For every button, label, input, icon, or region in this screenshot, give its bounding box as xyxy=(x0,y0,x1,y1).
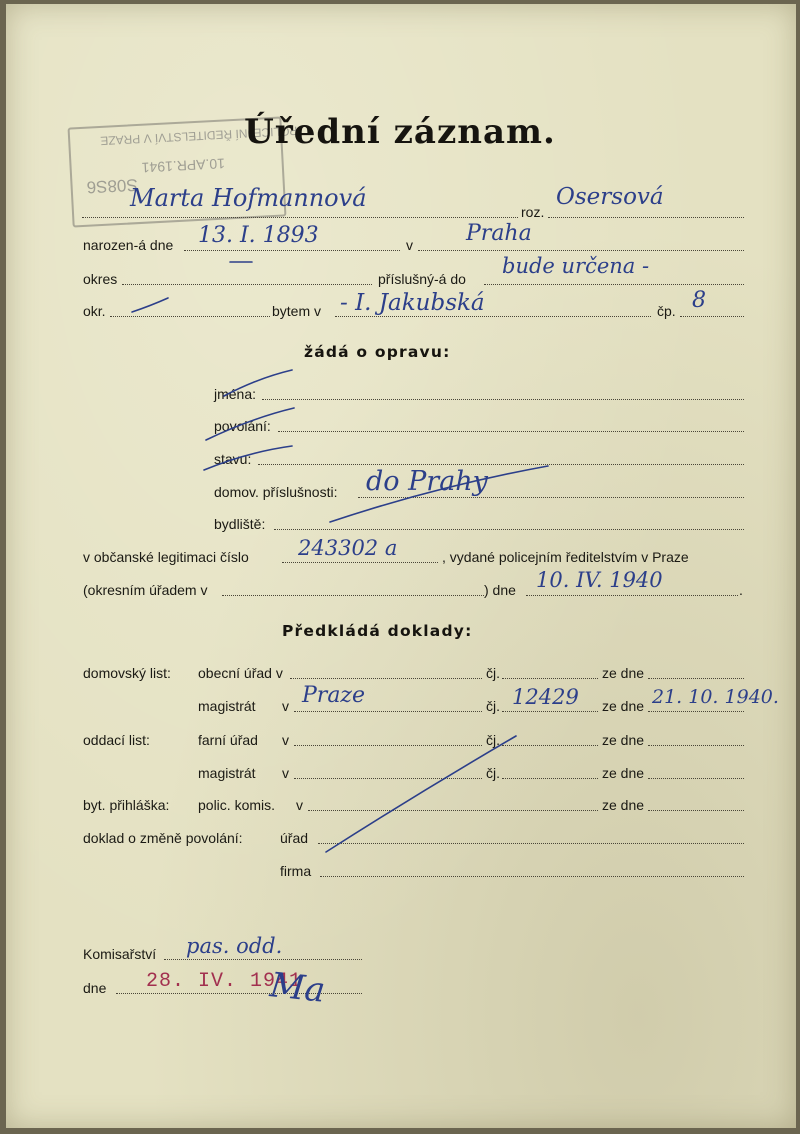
obecni-cj-label: čj. xyxy=(486,665,500,681)
jmena-label: jména: xyxy=(214,386,257,402)
legitimace-label: v občanské legitimaci číslo xyxy=(83,549,249,565)
bytem-value: - I. Jakubská xyxy=(340,290,485,316)
legitimace-value: 243302 a xyxy=(298,536,398,560)
urad-label: úřad xyxy=(280,830,309,846)
farni-cj-label: čj. xyxy=(486,732,500,748)
documents-strike xyxy=(326,736,516,852)
magistrat-value: Praze xyxy=(302,683,366,708)
legitimace-dot: . xyxy=(739,582,743,598)
date-stamp: 28. IV. 1941 xyxy=(146,970,303,993)
cp-label: čp. xyxy=(657,303,676,319)
request-heading: žádá o opravu: xyxy=(304,343,451,361)
polic-v-label: v xyxy=(296,797,303,813)
povolani-strike xyxy=(206,408,294,440)
okr-label: okr. xyxy=(83,303,106,319)
magistrat-label: magistrát xyxy=(198,698,256,714)
oddaci-magistrat-cj-label: čj. xyxy=(486,765,500,781)
okres-label: okres xyxy=(83,271,118,287)
oddaci-label: oddací list: xyxy=(83,732,150,748)
stamp-line-1: POLICEJNÍ ŘEDITELSTVÍ V PRAZE xyxy=(99,123,298,148)
obecni-label: obecní úřad v xyxy=(198,665,283,681)
bydliste-label: bydliště: xyxy=(214,516,266,532)
farni-label: farní úřad xyxy=(198,732,258,748)
magistrat-cj-value: 12429 xyxy=(512,685,579,709)
magistrat-cj-label: čj. xyxy=(486,698,500,714)
domov-value: do Prahy xyxy=(366,466,488,497)
doklad-label: doklad o změně povolání: xyxy=(83,830,243,846)
prislusny-value: bude určena - xyxy=(502,254,650,278)
oddaci-magistrat-ze-dne-label: ze dne xyxy=(602,765,645,781)
stavu-label: stavu: xyxy=(214,451,252,467)
domov-strike xyxy=(330,466,548,522)
domovsky-label: domovský list: xyxy=(83,665,171,681)
born-label: narozen-á dne xyxy=(83,237,174,253)
magistrat-v-label: v xyxy=(282,698,289,714)
roz-label: roz. xyxy=(521,204,545,220)
jmena-strike xyxy=(224,370,292,396)
born-value: 13. I. 1893 xyxy=(198,223,319,248)
name-value: Marta Hofmannová xyxy=(130,184,367,212)
cp-value: 8 xyxy=(692,288,706,313)
born-in-label: v xyxy=(406,237,413,253)
povolani-label: povolání: xyxy=(214,418,271,434)
born-in-value: Praha xyxy=(466,221,532,246)
legitimace-dne-value: 10. IV. 1940 xyxy=(536,568,663,592)
issued-label: , vydané policejním ředitelstvím v Praze xyxy=(442,549,689,565)
obecni-ze-dne-label: ze dne xyxy=(602,665,645,681)
komisarstvi-label: Komisařství xyxy=(83,946,157,962)
magistrat-date-value: 21. 10. 1940. xyxy=(652,686,779,708)
legitimace-dne-label: ) dne xyxy=(484,582,516,598)
stamp-line-3: S08S6 xyxy=(86,175,139,197)
okresni-label: (okresním úřadem v xyxy=(83,582,208,598)
stavu-strike xyxy=(204,446,292,470)
polic-label: polic. komis. xyxy=(198,797,276,813)
oddaci-magistrat-label: magistrát xyxy=(198,765,256,781)
komisarstvi-value: pas. odd. xyxy=(186,934,283,958)
stamp-line-2: 10.APR.1941 xyxy=(141,155,226,176)
signature: Ma xyxy=(268,965,328,1011)
magistrat-ze-dne-label: ze dne xyxy=(602,698,645,714)
farni-ze-dne-label: ze dne xyxy=(602,732,645,748)
domov-label: domov. příslušnosti: xyxy=(214,484,338,500)
roz-value: Osersová xyxy=(556,184,664,210)
bytem-label: bytem v xyxy=(272,303,322,319)
okr-dash xyxy=(132,298,168,312)
byt-label: byt. přihláška: xyxy=(83,797,170,813)
prislusny-label: příslušný-á do xyxy=(378,271,466,287)
footer-dne-label: dne xyxy=(83,980,107,996)
page-title: Úřední záznam. xyxy=(244,112,556,152)
oddaci-magistrat-v-label: v xyxy=(282,765,289,781)
polic-ze-dne-label: ze dne xyxy=(602,797,645,813)
farni-v-label: v xyxy=(282,732,289,748)
firma-label: firma xyxy=(280,863,312,879)
documents-heading: Předkládá doklady: xyxy=(282,622,473,640)
